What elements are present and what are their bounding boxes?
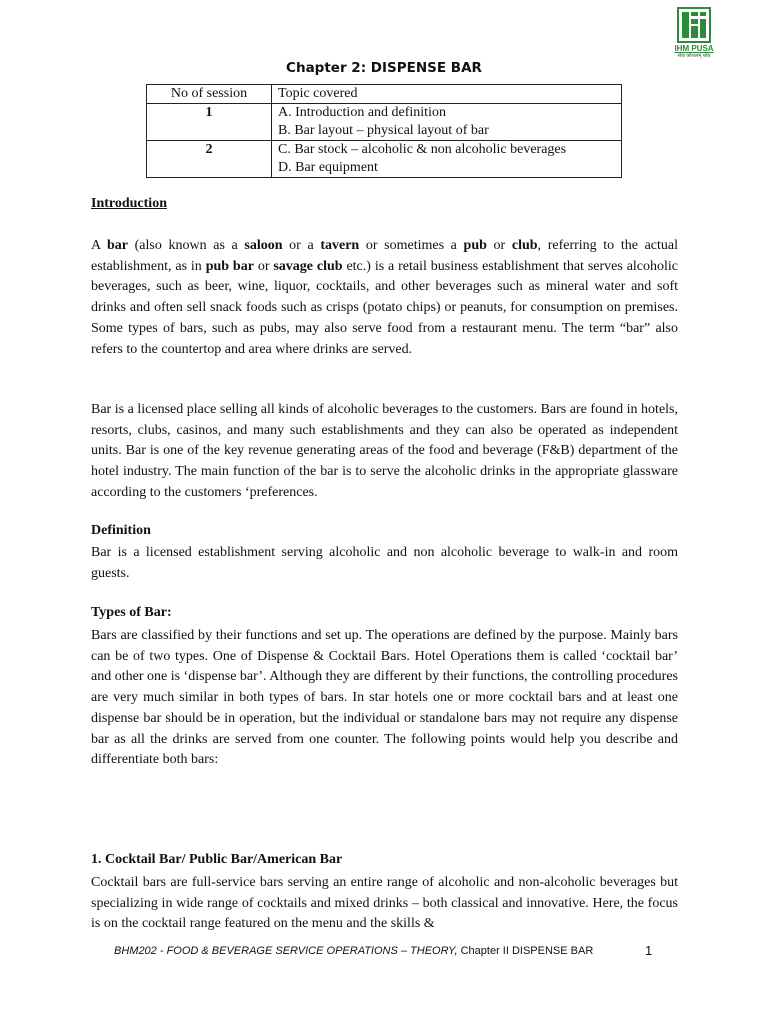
intro-paragraph-2: Bar is a licensed place selling all kinds of alcoholic beverages to the customers. Bars are found in hotels, resorts, clubs, casinos, and many such establishments and they can also be operated as independent units. Bar is one of the key revenue generating areas of the food and beverage (F&B) department of the hotel industry. The main function of the bar is to serve the alcoholic drinks in the appropriate glassware according to the customers ‘preferences.: [91, 402, 678, 500]
table-header-row: [147, 85, 622, 104]
topic-line: B. Bar layout – physical layout of bar: [278, 123, 489, 138]
topic-line: D. Bar equipment: [278, 160, 378, 175]
footer-course: BHM202 - FOOD & BEVERAGE SERVICE OPERATIONS – THEORY,: [114, 945, 458, 957]
ihm-logo-icon: [674, 6, 714, 44]
session-number: 1: [147, 104, 272, 141]
logo-tagline: सेवा कौशलम् ध्येय: [677, 53, 711, 59]
logo-name: IHM PUSA: [674, 44, 714, 53]
cocktail-bar-heading: 1. Cocktail Bar/ Public Bar/American Bar: [91, 852, 343, 867]
table-row: [147, 141, 622, 178]
session-topics: [272, 104, 622, 141]
topic-line: C. Bar stock – alcoholic & non alcoholic beverages: [278, 142, 567, 157]
footer-chapter: Chapter II DISPENSE BAR: [457, 945, 594, 957]
session-topics: [272, 141, 622, 178]
table-row: [147, 104, 622, 141]
header-topic-covered: Topic covered: [272, 85, 622, 104]
definition-text: Bar is a licensed establishment serving alcoholic and non alcoholic beverage to walk-in and room guests.: [91, 545, 678, 581]
types-heading: Types of Bar:: [91, 605, 172, 620]
topic-line: A. Introduction and definition: [278, 105, 446, 120]
sessions-table: [146, 84, 622, 178]
ihm-pusa-logo: [662, 6, 726, 59]
session-number: 2: [147, 141, 272, 178]
intro-paragraph-1: A bar (also known as a saloon or a tavern or sometimes a pub or club, referring to the actual establishment, as in pub bar or savage club etc.) is a retail business establishment that serves alcoholic beverages, such as beer, wine, liquor, cocktails, and other beverages such as mineral water and soft drinks and often sell snack foods such as crisps (potato chips) or peanuts, for consumption on premises. Some types of bars, such as pubs, may also serve food from a restaurant menu. The term “bar” also refers to the countertop and area where drinks are served.: [91, 238, 679, 357]
cocktail-bar-text: Cocktail bars are full-service bars serving an entire range of alcoholic and non-alcoholic beverages but specializing in wide range of cocktails and mixed drinks – both classical and innovative. Here, the focus is on the cocktail range featured on the menu and the skills &: [91, 875, 678, 932]
header-no-of-session: No of session: [147, 85, 272, 104]
page-footer: [114, 945, 593, 957]
types-text: Bars are classified by their functions and set up. The operations are defined by the purpose. Mainly bars can be of two types. One of Dispense & Cocktail Bars. Hotel Operations them is called ‘cocktail bar’ and other one is ‘dispense bar’. Although they are different by their functions, the controlling procedures are very much similar in both types of bars. In star hotels one or more cocktail bars and at least one dispense bar should be in operation, but the individual or standalone bars may not require any dispense bar as all the drinks are served from one counter. The following points would help you describe and differentiate both bars:: [91, 628, 678, 768]
definition-heading: Definition: [91, 523, 151, 538]
chapter-title: Chapter 2: DISPENSE BAR: [286, 60, 482, 76]
introduction-heading: Introduction: [91, 196, 167, 211]
page-number: 1: [645, 943, 653, 958]
